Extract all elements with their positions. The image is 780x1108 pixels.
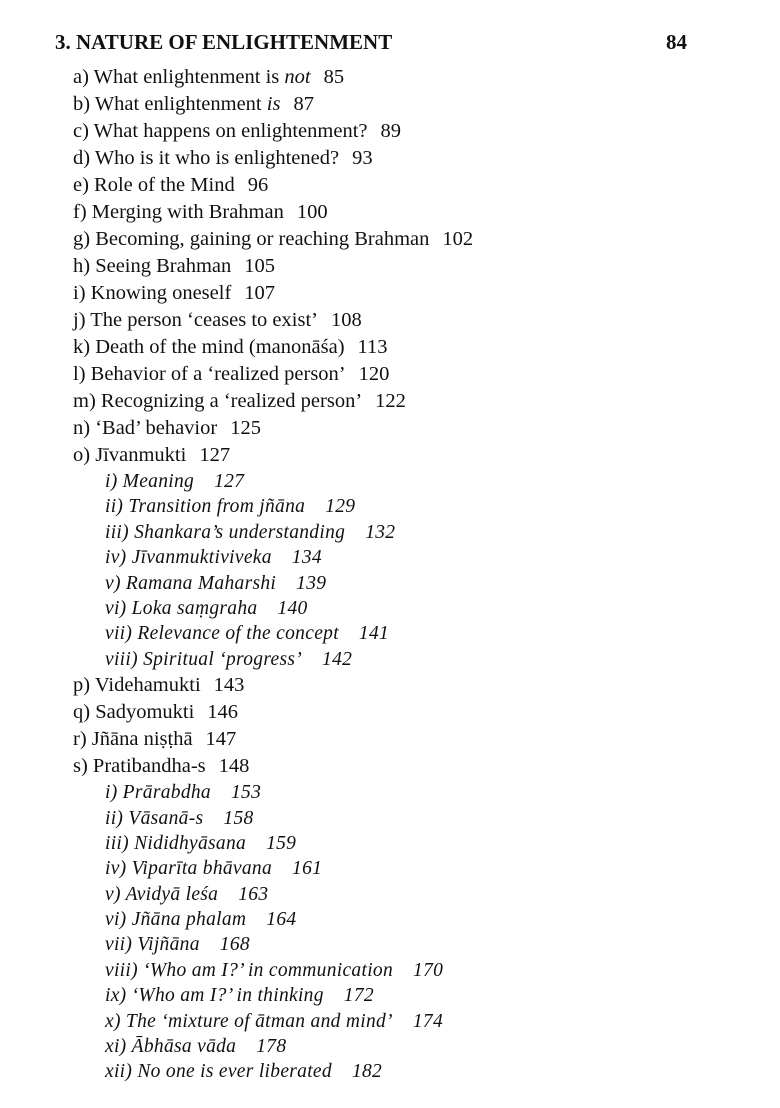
toc-subentry — [73, 647, 473, 672]
subentry-page-number: 140 — [277, 597, 308, 619]
subentry-label: iv) Jīvanmuktiviveka — [105, 547, 272, 569]
subentry-page-number: 141 — [358, 623, 390, 645]
toc-subentry — [73, 596, 473, 621]
entry-label: f) Merging with Brahman — [73, 201, 284, 223]
entry-label: k) Death of the mind (manonāśa) — [73, 336, 345, 358]
subentry-label: viii) ‘Who am I?’ in communication — [105, 959, 394, 981]
toc-subentry — [73, 831, 473, 856]
toc-entry — [73, 726, 473, 753]
subentry-label: iii) Shankara’s understanding — [105, 521, 346, 543]
entry-page-number: 148 — [218, 755, 250, 778]
toc-entry — [73, 145, 473, 172]
entry-label: j) The person ‘ceases to exist’ — [73, 309, 318, 331]
entry-label: e) Role of the Mind — [73, 174, 235, 196]
entry-page-number: 127 — [199, 444, 231, 466]
subentry-label: vii) Relevance of the concept — [105, 623, 339, 645]
subentry-label: vii) Vijñāna — [105, 934, 200, 956]
subentry-label: x) The ‘mixture of ātman and mind’ — [105, 1010, 393, 1032]
subentry-label: xii) No one is ever liberated — [105, 1061, 332, 1083]
entry-page-number: 100 — [296, 201, 328, 223]
subentry-page-number: 178 — [256, 1036, 287, 1058]
toc-subentry — [73, 882, 473, 907]
subentry-label: i) Meaning — [105, 471, 195, 492]
entry-label: c) What happens on enlightenment? — [73, 120, 368, 142]
subentry-page-number: 129 — [325, 496, 356, 518]
entry-label: n) ‘Bad’ behavior — [73, 417, 218, 439]
entry-page-number: 147 — [205, 728, 237, 751]
toc-subentry — [73, 571, 473, 596]
toc-entry — [73, 199, 473, 226]
entry-label: q) Sadyomukti — [73, 701, 195, 724]
subentry-page-number: 161 — [292, 858, 323, 880]
subentry-page-number: 153 — [230, 782, 262, 804]
entry-label: h) Seeing Brahman — [73, 255, 232, 277]
subentry-label: xi) Ābhāsa vāda — [105, 1036, 237, 1058]
entry-page-number: 93 — [352, 147, 373, 169]
subentry-label: ii) Vāsanā-s — [105, 807, 204, 829]
subentry-page-number: 172 — [343, 985, 374, 1007]
toc-subentry — [73, 621, 473, 646]
toc-subentry — [73, 983, 473, 1008]
toc-subentry — [73, 907, 473, 932]
subentry-page-number: 159 — [266, 832, 297, 854]
chapter-title: 3. NATURE OF ENLIGHTENMENT — [55, 30, 393, 54]
entry-label: m) Recognizing a ‘realized person’ — [73, 390, 363, 412]
toc-subentry — [73, 806, 473, 831]
subentry-label: ix) ‘Who am I?’ in thinking — [105, 985, 324, 1007]
subentry-label: viii) Spiritual ‘progress’ — [105, 648, 303, 670]
subentry-page-number: 168 — [219, 934, 250, 956]
subentry-label: vi) Loka saṃgraha — [105, 597, 258, 619]
entry-label: a) What enlightenment is — [73, 66, 285, 88]
toc-entry — [73, 442, 473, 469]
toc-subentry — [73, 780, 473, 805]
subentry-label: ii) Transition from jñāna — [105, 496, 306, 518]
toc-subentry — [73, 932, 473, 957]
toc-entry — [73, 226, 473, 253]
entry-label: g) Becoming, gaining or reaching Brahman — [73, 228, 430, 250]
toc-subentry — [73, 958, 473, 983]
chapter-page-number: 84 — [666, 30, 687, 54]
entry-label: p) Videhamukti — [73, 674, 201, 697]
subentry-label: i) Prārabdha — [105, 782, 211, 804]
toc-entry — [73, 64, 473, 91]
toc-entry — [73, 334, 473, 361]
subentry-page-number: 164 — [266, 909, 297, 931]
toc-entry — [73, 753, 473, 780]
subentry-label: v) Ramana Maharshi — [105, 572, 277, 594]
entry-page-number: 85 — [323, 66, 345, 88]
subentry-page-number: 142 — [322, 648, 353, 670]
entry-page-number: 120 — [358, 363, 390, 385]
entry-page-number: 87 — [293, 93, 314, 115]
entry-page-number: 113 — [357, 336, 388, 358]
toc-entry — [73, 91, 473, 118]
subentry-label: vi) Jñāna phalam — [105, 909, 247, 931]
entry-page-number: 125 — [230, 417, 261, 439]
toc-subentry — [73, 494, 473, 519]
subentry-page-number: 132 — [365, 521, 396, 543]
subentry-label: iii) Nididhyāsana — [105, 832, 247, 854]
subentry-page-number: 163 — [238, 883, 269, 905]
entry-label: r) Jñāna niṣṭhā — [73, 728, 193, 751]
toc-entry — [73, 699, 473, 726]
entry-page-number: 89 — [380, 120, 401, 142]
subentry-page-number: 139 — [296, 572, 327, 594]
subentry-page-number: 182 — [351, 1061, 383, 1083]
entry-page-number: 102 — [442, 228, 474, 250]
toc-entry — [73, 253, 473, 280]
subentry-label: v) Avidyā leśa — [105, 883, 219, 905]
toc-entry — [73, 388, 473, 415]
subentry-page-number: 174 — [412, 1010, 444, 1032]
toc-subentry — [73, 469, 473, 494]
toc-entry — [73, 672, 473, 699]
subentry-label: iv) Viparīta bhāvana — [105, 858, 273, 880]
entry-label: d) Who is it who is enlightened? — [73, 147, 340, 169]
entry-page-number: 96 — [247, 174, 269, 196]
entry-page-number: 143 — [213, 674, 245, 697]
entry-label: s) Pratibandha-s — [73, 755, 206, 778]
entry-label: o) Jīvanmukti — [73, 444, 187, 466]
toc-subentry — [73, 1034, 473, 1059]
toc-subentry — [73, 545, 473, 570]
toc-entry — [73, 172, 473, 199]
toc-subentry — [73, 856, 473, 881]
entry-label: l) Behavior of a ‘realized person’ — [73, 363, 346, 385]
entry-page-number: 107 — [244, 282, 276, 304]
entry-label-emphasis: is — [266, 93, 281, 115]
toc-list — [73, 64, 473, 1085]
toc-subentry — [73, 1009, 473, 1034]
toc-entry — [73, 415, 473, 442]
subentry-page-number: 158 — [223, 807, 254, 829]
subentry-page-number: 170 — [413, 959, 444, 981]
entry-label: i) Knowing oneself — [73, 282, 232, 304]
subentry-page-number: 134 — [291, 547, 322, 569]
toc-entry — [73, 118, 473, 145]
entry-page-number: 122 — [375, 390, 406, 412]
toc-subentry — [73, 1059, 473, 1084]
subentry-page-number: 127 — [214, 471, 245, 492]
entry-label: b) What enlightenment — [73, 93, 267, 115]
toc-entry — [73, 280, 473, 307]
toc-entry — [73, 307, 473, 334]
entry-page-number: 105 — [244, 255, 276, 277]
toc-subentry — [73, 520, 473, 545]
entry-page-number: 108 — [330, 309, 362, 331]
entry-label-emphasis: not — [284, 66, 311, 88]
toc-entry — [73, 361, 473, 388]
entry-page-number: 146 — [207, 701, 239, 724]
